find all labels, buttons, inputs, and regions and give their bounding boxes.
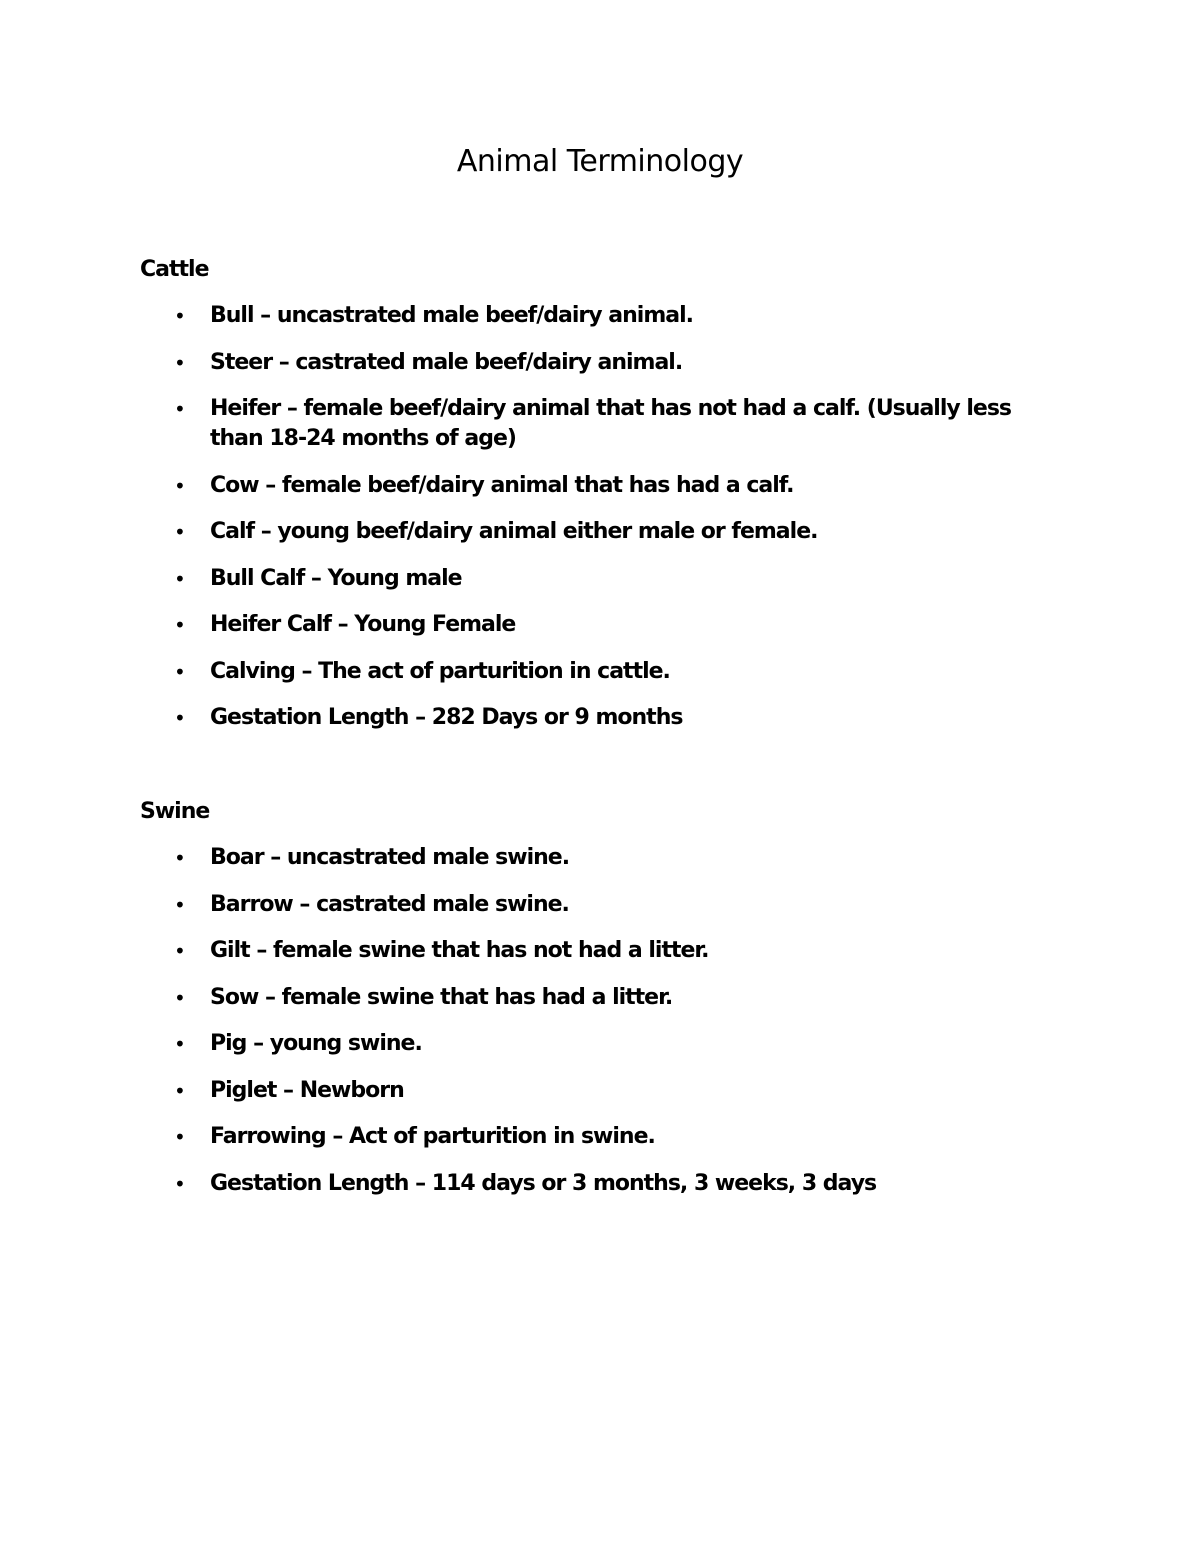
bullet-icon: •: [174, 520, 185, 544]
list-item: [0, 517, 1200, 547]
bullet-icon: •: [174, 846, 185, 870]
list-item: [0, 1076, 1200, 1106]
section-heading-swine: Swine: [140, 799, 210, 824]
list-item: [0, 890, 1200, 920]
term-text: Pig – young swine.: [210, 1031, 422, 1056]
cattle-term-list: [0, 301, 1200, 750]
list-item: [0, 301, 1200, 331]
list-item: [0, 657, 1200, 687]
term-text: Cow – female beef/dairy animal that has had a calf.: [210, 472, 794, 498]
term-text: Piglet – Newborn: [210, 1077, 404, 1103]
list-item: [0, 564, 1200, 594]
bullet-icon: •: [174, 397, 185, 421]
term-text: Steer – castrated male beef/dairy animal.: [210, 349, 683, 375]
bullet-icon: •: [174, 659, 185, 684]
term-text: Bull – uncastrated male beef/dairy animal.: [210, 303, 693, 328]
term-text: Boar – uncastrated male swine.: [210, 845, 570, 870]
section-heading-cattle: Cattle: [140, 257, 209, 282]
bullet-icon: •: [174, 1125, 185, 1149]
bullet-icon: •: [174, 1078, 185, 1103]
term-text: Calving – The act of parturition in cattle.: [210, 658, 670, 684]
bullet-icon: •: [174, 939, 185, 963]
term-text: Gilt – female swine that has not had a litter.: [210, 938, 709, 963]
term-text: Farrowing – Act of parturition in swine.: [210, 1124, 655, 1149]
list-item: [0, 843, 1200, 873]
bullet-icon: •: [174, 1032, 185, 1056]
term-text: Bull Calf – Young male: [210, 565, 462, 591]
list-item: [0, 1169, 1200, 1199]
term-text: Calf – young beef/dairy animal either male or female.: [210, 519, 818, 544]
document-title: Animal Terminology: [456, 144, 744, 179]
bullet-icon: •: [174, 892, 185, 917]
bullet-icon: •: [174, 473, 185, 498]
bullet-icon: •: [174, 706, 185, 730]
bullet-icon: •: [174, 613, 185, 637]
term-text: Gestation Length – 114 days or 3 months, 3 weeks, 3 days: [210, 1170, 877, 1196]
term-text: Sow – female swine that has had a litter.: [210, 984, 673, 1010]
term-text: Barrow – castrated male swine.: [210, 891, 569, 917]
swine-term-list: [0, 843, 1200, 1215]
list-item: [0, 936, 1200, 966]
list-item: [0, 1122, 1200, 1152]
term-text: Heifer – female beef/dairy animal that has not had a calf. (Usually less than 18-24 months of age): [210, 396, 1012, 451]
bullet-icon: •: [174, 566, 185, 591]
list-item: [0, 610, 1200, 640]
list-item: [0, 471, 1200, 501]
bullet-icon: •: [174, 1171, 185, 1196]
bullet-icon: •: [174, 350, 185, 375]
bullet-icon: •: [174, 985, 185, 1010]
term-text: Gestation Length – 282 Days or 9 months: [210, 705, 683, 730]
list-item: [0, 983, 1200, 1013]
term-text: Heifer Calf – Young Female: [210, 612, 516, 637]
list-item: [0, 394, 1200, 454]
list-item: [0, 1029, 1200, 1059]
list-item: [0, 703, 1200, 733]
bullet-icon: •: [174, 304, 185, 328]
list-item: [0, 348, 1200, 378]
